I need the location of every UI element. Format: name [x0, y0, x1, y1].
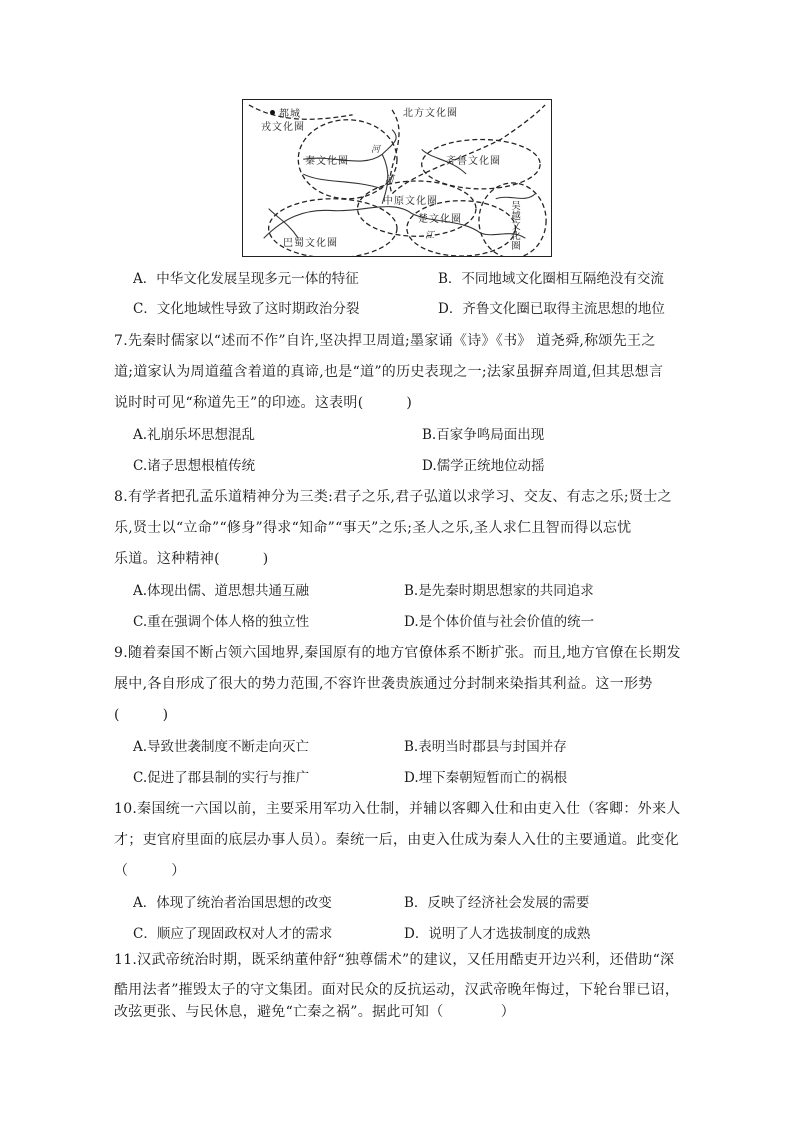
- map-label-north: 北方文化圈: [403, 108, 458, 119]
- q8-stem-line-2: 乐,贤士以“立命”“修身”得求“知命”“事天”之乐;圣人之乐,圣人求仁且智而得以忘忧: [114, 520, 632, 536]
- q9-option-b: B.表明当时郡县与封国并存: [404, 739, 567, 755]
- map-river-he: 河: [371, 145, 381, 155]
- q10-stem-line-1: 10.秦国统一六国以前，主要采用军功入仕制，并辅以客卿入仕和由吏入仕（客卿：外来人: [114, 801, 681, 817]
- q7-option-d: D.儒学正统地位动摇: [422, 458, 545, 474]
- q7-option-b: B.百家争鸣局面出现: [422, 427, 545, 443]
- q6-option-c: C．文化地域性导致了这时期政治分裂: [133, 301, 360, 317]
- q11-stem-line-3: 改弦更张、与民休息，避免“亡秦之祸”。据此可知（ ）: [114, 1004, 516, 1020]
- map-label-zhongyuan: 中原文化圈: [383, 196, 438, 207]
- q7-option-c: C.诸子思想根植传统: [133, 458, 256, 474]
- q10-option-c: C．顺应了现固政权对人才的需求: [133, 926, 333, 942]
- q8-stem-line-3: 乐道。这种精神( ): [114, 551, 269, 567]
- map-label-wuyue: 吴越文化圈: [511, 201, 521, 252]
- map-label-bashu: 巴蜀文化圈: [283, 238, 338, 249]
- map-label-rong: 戎文化圈: [261, 122, 305, 133]
- q10-option-b: B．反映了经济社会发展的需要: [404, 895, 590, 911]
- q10-stem-line-3: （ ）: [114, 863, 186, 879]
- q9-stem-line-3: ( ): [114, 707, 169, 723]
- q8-option-d: D.是个体价值与社会价值的统一: [404, 614, 595, 630]
- q10-option-d: D．说明了人才选拔制度的成熟: [404, 926, 591, 942]
- map-label-qilu: 齐鲁文化圈: [446, 156, 501, 167]
- q6-option-b: B．不同地域文化圈相互隔绝没有交流: [438, 271, 664, 287]
- q11-stem-line-1: 11.汉武帝统治时期，既采纳董仲舒“独尊儒术”的建议，又任用酷吏开边兴利，还借助“深: [114, 952, 675, 968]
- q9-stem-line-2: 展中,各自形成了很大的势力范围,不容许世袭贵族通过分封制来染指其利益。这一形势: [114, 676, 653, 692]
- q9-stem-line-1: 9.随着秦国不断占领六国地界,秦国原有的地方官僚体系不断扩张。而且,地方官僚在长期发: [114, 645, 681, 661]
- culture-circle-map: [242, 99, 552, 257]
- capital-dot-icon: [270, 110, 275, 115]
- q7-option-a: A.礼崩乐坏思想混乱: [133, 427, 256, 443]
- q9-option-c: C.促进了郡县制的实行与推广: [133, 770, 310, 786]
- map-label-chu: 楚文化圈: [418, 214, 462, 225]
- q9-option-a: A.导致世袭制度不断走向灭亡: [133, 739, 310, 755]
- q11-stem-line-2: 酷用法者”摧毁太子的守文集团。面对民众的反抗运动，汉武帝晚年悔过，下轮台罪已诏，: [114, 982, 680, 998]
- q6-option-d: D．齐鲁文化圈已取得主流思想的地位: [438, 301, 665, 317]
- map-label-qin: 秦文化圈: [305, 156, 349, 167]
- map-river-he-2: 河: [385, 175, 395, 185]
- q8-option-c: C.重在强调个体人格的独立性: [133, 614, 310, 630]
- q6-option-a: A．中华文化发展呈现多元一体的特征: [133, 271, 359, 287]
- q10-stem-line-2: 才；吏官府里面的底层办事人员）。秦统一后，由吏入仕成为秦人入仕的主要通道。此变化: [114, 832, 679, 848]
- q8-stem-line-1: 8.有学者把孔孟乐道精神分为三类:君子之乐,君子弘道以求学习、交友、有志之乐;贤士之: [114, 489, 672, 505]
- map-legend-label: 都城: [279, 109, 301, 120]
- q8-option-b: B.是先秦时期思想家的共同追求: [404, 583, 594, 599]
- q8-option-a: A.体现出儒、道思想共通互融: [133, 583, 310, 599]
- q9-option-d: D.埋下秦朝短暂而亡的祸根: [404, 770, 568, 786]
- q7-stem-line-1: 7.先秦时儒家以“述而不作”自许,坚决捍卫周道;墨家诵《诗》《书》 道尧舜,称颂先王之: [114, 333, 656, 349]
- map-river-jiang: 江: [425, 231, 435, 241]
- q7-stem-line-2: 道;道家认为周道蕴含着道的真谛,也是“道”的历史表现之一;法家虽摒弃周道,但其思想言: [114, 364, 664, 380]
- q10-option-a: A．体现了统治者治国思想的改变: [133, 895, 332, 911]
- q7-stem-line-3: 说时时可见“称道先王”的印迹。这表明( ): [114, 395, 413, 411]
